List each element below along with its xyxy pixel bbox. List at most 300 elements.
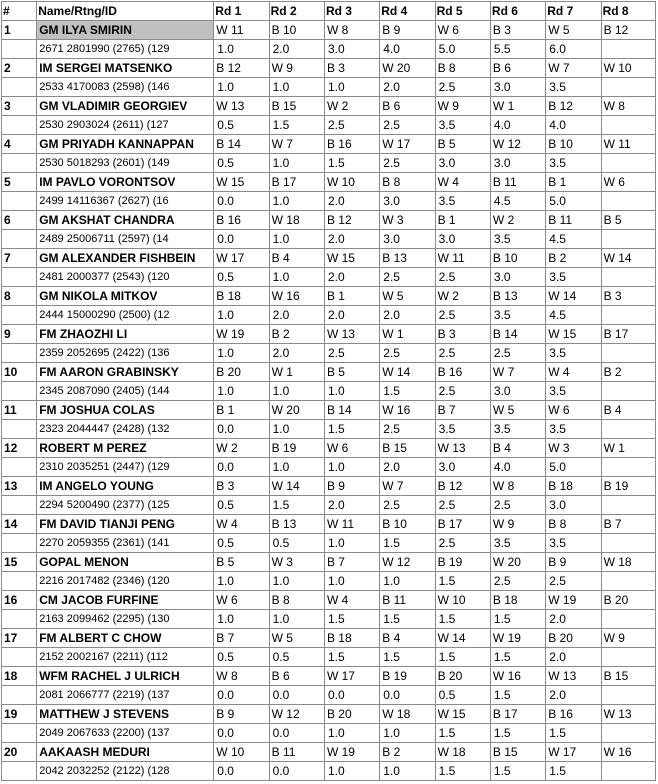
player-row[interactable] xyxy=(2,591,656,610)
player-name[interactable]: GM PRIYADH KANNAPPAN xyxy=(37,135,214,154)
cumulative-score-cell[interactable] xyxy=(601,534,655,553)
player-row[interactable] xyxy=(2,363,656,382)
cumulative-score-cell[interactable]: 3.5 xyxy=(490,230,545,249)
round-result-cell[interactable]: B 13 xyxy=(380,249,435,268)
round-result-cell[interactable]: B 15 xyxy=(601,667,655,686)
round-result-cell[interactable]: B 18 xyxy=(490,591,545,610)
cumulative-score-cell[interactable]: 4.0 xyxy=(490,116,545,135)
round-result-cell[interactable]: B 20 xyxy=(546,629,601,648)
round-result-cell[interactable]: B 15 xyxy=(380,439,435,458)
player-sub-num-cell[interactable] xyxy=(2,268,37,287)
round-result-cell[interactable]: W 16 xyxy=(269,287,324,306)
header-rd-5[interactable]: Rd 5 xyxy=(435,2,490,21)
round-result-cell[interactable]: W 17 xyxy=(324,667,379,686)
round-result-cell[interactable]: W 16 xyxy=(601,743,655,762)
cumulative-score-cell[interactable]: 0.0 xyxy=(269,724,324,743)
round-result-cell[interactable]: W 9 xyxy=(601,629,655,648)
cumulative-score-cell[interactable]: 0.0 xyxy=(214,230,269,249)
cumulative-score-cell[interactable]: 2.5 xyxy=(490,496,545,515)
round-result-cell[interactable]: B 5 xyxy=(435,135,490,154)
round-result-cell[interactable]: W 1 xyxy=(601,439,655,458)
header-rd-6[interactable]: Rd 6 xyxy=(490,2,545,21)
round-result-cell[interactable]: B 13 xyxy=(269,515,324,534)
cumulative-score-cell[interactable]: 1.0 xyxy=(269,154,324,173)
player-sub-row[interactable] xyxy=(2,420,656,439)
round-result-cell[interactable]: W 6 xyxy=(601,173,655,192)
player-row[interactable] xyxy=(2,553,656,572)
cumulative-score-cell[interactable] xyxy=(601,686,655,705)
round-result-cell[interactable]: B 4 xyxy=(380,629,435,648)
player-row[interactable] xyxy=(2,325,656,344)
round-result-cell[interactable]: B 18 xyxy=(324,629,379,648)
player-sub-num-cell[interactable] xyxy=(2,40,37,59)
player-row[interactable] xyxy=(2,667,656,686)
round-result-cell[interactable]: W 3 xyxy=(269,553,324,572)
cumulative-score-cell[interactable]: 3.0 xyxy=(435,154,490,173)
player-rating-info[interactable]: 2323 2044447 (2428) (132 xyxy=(37,420,214,439)
round-result-cell[interactable]: B 19 xyxy=(435,553,490,572)
player-sub-num-cell[interactable] xyxy=(2,344,37,363)
round-result-cell[interactable]: W 12 xyxy=(380,553,435,572)
player-sub-row[interactable] xyxy=(2,268,656,287)
player-rating-info[interactable]: 2530 2903024 (2611) (127 xyxy=(37,116,214,135)
cumulative-score-cell[interactable]: 3.0 xyxy=(324,40,379,59)
cumulative-score-cell[interactable]: 3.5 xyxy=(490,306,545,325)
cumulative-score-cell[interactable]: 1.5 xyxy=(490,648,545,667)
cumulative-score-cell[interactable]: 1.5 xyxy=(269,116,324,135)
cumulative-score-cell[interactable]: 1.5 xyxy=(380,382,435,401)
cumulative-score-cell[interactable]: 3.5 xyxy=(546,268,601,287)
round-result-cell[interactable]: W 6 xyxy=(324,439,379,458)
cumulative-score-cell[interactable]: 6.0 xyxy=(546,40,601,59)
player-name[interactable]: GOPAL MENON xyxy=(37,553,214,572)
player-rating-info[interactable]: 2310 2035251 (2447) (129 xyxy=(37,458,214,477)
cumulative-score-cell[interactable] xyxy=(601,78,655,97)
cumulative-score-cell[interactable]: 5.0 xyxy=(546,192,601,211)
cumulative-score-cell[interactable]: 0.5 xyxy=(214,116,269,135)
header-rd-2[interactable]: Rd 2 xyxy=(269,2,324,21)
round-result-cell[interactable]: B 12 xyxy=(214,59,269,78)
cumulative-score-cell[interactable]: 0.0 xyxy=(214,192,269,211)
player-rank[interactable]: 9 xyxy=(2,325,37,344)
cumulative-score-cell[interactable]: 2.5 xyxy=(324,116,379,135)
cumulative-score-cell[interactable]: 0.5 xyxy=(214,154,269,173)
cumulative-score-cell[interactable]: 2.5 xyxy=(435,78,490,97)
player-rating-info[interactable]: 2270 2059355 (2361) (141 xyxy=(37,534,214,553)
player-rating-info[interactable]: 2294 5200490 (2377) (125 xyxy=(37,496,214,515)
player-sub-num-cell[interactable] xyxy=(2,420,37,439)
round-result-cell[interactable]: B 1 xyxy=(324,287,379,306)
round-result-cell[interactable]: W 13 xyxy=(546,667,601,686)
round-result-cell[interactable]: B 10 xyxy=(490,249,545,268)
cumulative-score-cell[interactable] xyxy=(601,154,655,173)
player-sub-num-cell[interactable] xyxy=(2,116,37,135)
round-result-cell[interactable]: W 10 xyxy=(324,173,379,192)
cumulative-score-cell[interactable]: 1.5 xyxy=(490,686,545,705)
header-name[interactable]: Name/Rtng/ID xyxy=(37,2,214,21)
round-result-cell[interactable]: W 5 xyxy=(269,629,324,648)
cumulative-score-cell[interactable]: 0.5 xyxy=(214,648,269,667)
round-result-cell[interactable]: B 18 xyxy=(214,287,269,306)
round-result-cell[interactable]: W 18 xyxy=(269,211,324,230)
cumulative-score-cell[interactable]: 2.0 xyxy=(380,78,435,97)
cumulative-score-cell[interactable]: 1.0 xyxy=(269,420,324,439)
cumulative-score-cell[interactable]: 3.5 xyxy=(546,420,601,439)
player-sub-num-cell[interactable] xyxy=(2,686,37,705)
round-result-cell[interactable]: B 16 xyxy=(546,705,601,724)
player-name[interactable]: IM SERGEI MATSENKO xyxy=(37,59,214,78)
round-result-cell[interactable]: W 6 xyxy=(214,591,269,610)
player-sub-num-cell[interactable] xyxy=(2,78,37,97)
round-result-cell[interactable]: W 20 xyxy=(490,553,545,572)
round-result-cell[interactable]: B 13 xyxy=(490,287,545,306)
cumulative-score-cell[interactable]: 3.0 xyxy=(435,230,490,249)
player-sub-num-cell[interactable] xyxy=(2,648,37,667)
cumulative-score-cell[interactable]: 1.5 xyxy=(490,724,545,743)
player-rating-info[interactable]: 2216 2017482 (2346) (120 xyxy=(37,572,214,591)
cumulative-score-cell[interactable]: 1.5 xyxy=(324,648,379,667)
cumulative-score-cell[interactable]: 2.0 xyxy=(546,686,601,705)
player-sub-row[interactable] xyxy=(2,192,656,211)
cumulative-score-cell[interactable]: 1.5 xyxy=(490,762,545,781)
cumulative-score-cell[interactable]: 4.0 xyxy=(380,40,435,59)
round-result-cell[interactable]: B 4 xyxy=(601,401,655,420)
cumulative-score-cell[interactable]: 1.5 xyxy=(435,610,490,629)
player-rank[interactable]: 14 xyxy=(2,515,37,534)
round-result-cell[interactable]: W 8 xyxy=(601,97,655,116)
player-rank[interactable]: 12 xyxy=(2,439,37,458)
round-result-cell[interactable]: B 1 xyxy=(546,173,601,192)
cumulative-score-cell[interactable]: 4.5 xyxy=(490,192,545,211)
round-result-cell[interactable]: W 11 xyxy=(324,515,379,534)
round-result-cell[interactable]: B 12 xyxy=(601,21,655,40)
player-name[interactable]: ROBERT M PEREZ xyxy=(37,439,214,458)
round-result-cell[interactable]: W 19 xyxy=(546,591,601,610)
round-result-cell[interactable]: B 5 xyxy=(214,553,269,572)
round-result-cell[interactable]: W 11 xyxy=(601,135,655,154)
cumulative-score-cell[interactable]: 1.0 xyxy=(214,78,269,97)
player-sub-row[interactable] xyxy=(2,724,656,743)
player-rank[interactable]: 18 xyxy=(2,667,37,686)
player-sub-row[interactable] xyxy=(2,648,656,667)
round-result-cell[interactable]: B 20 xyxy=(214,363,269,382)
cumulative-score-cell[interactable]: 2.0 xyxy=(324,306,379,325)
round-result-cell[interactable]: W 13 xyxy=(601,705,655,724)
round-result-cell[interactable]: B 7 xyxy=(324,553,379,572)
round-result-cell[interactable]: W 3 xyxy=(546,439,601,458)
cumulative-score-cell[interactable]: 1.5 xyxy=(490,610,545,629)
round-result-cell[interactable]: W 5 xyxy=(380,287,435,306)
round-result-cell[interactable]: B 17 xyxy=(435,515,490,534)
player-rating-info[interactable]: 2163 2099462 (2295) (130 xyxy=(37,610,214,629)
header-rd-4[interactable]: Rd 4 xyxy=(380,2,435,21)
player-name[interactable]: CM JACOB FURFINE xyxy=(37,591,214,610)
cumulative-score-cell[interactable]: 1.0 xyxy=(324,382,379,401)
round-result-cell[interactable]: B 20 xyxy=(435,667,490,686)
cumulative-score-cell[interactable]: 1.0 xyxy=(214,572,269,591)
round-result-cell[interactable]: W 1 xyxy=(380,325,435,344)
player-rating-info[interactable]: 2152 2002167 (2211) (112 xyxy=(37,648,214,667)
round-result-cell[interactable]: B 9 xyxy=(214,705,269,724)
player-sub-num-cell[interactable] xyxy=(2,306,37,325)
round-result-cell[interactable]: W 1 xyxy=(269,363,324,382)
cumulative-score-cell[interactable]: 3.0 xyxy=(380,230,435,249)
cumulative-score-cell[interactable]: 0.0 xyxy=(214,420,269,439)
round-result-cell[interactable]: W 12 xyxy=(269,705,324,724)
cumulative-score-cell[interactable]: 2.5 xyxy=(435,496,490,515)
cumulative-score-cell[interactable]: 1.5 xyxy=(380,534,435,553)
cumulative-score-cell[interactable] xyxy=(601,382,655,401)
round-result-cell[interactable]: W 19 xyxy=(490,629,545,648)
round-result-cell[interactable]: W 14 xyxy=(269,477,324,496)
cumulative-score-cell[interactable] xyxy=(601,458,655,477)
cumulative-score-cell[interactable]: 3.5 xyxy=(435,420,490,439)
round-result-cell[interactable]: W 8 xyxy=(214,667,269,686)
cumulative-score-cell[interactable]: 4.0 xyxy=(490,458,545,477)
cumulative-score-cell[interactable]: 4.5 xyxy=(546,230,601,249)
cumulative-score-cell[interactable]: 2.5 xyxy=(380,116,435,135)
cumulative-score-cell[interactable]: 1.0 xyxy=(269,458,324,477)
round-result-cell[interactable]: B 2 xyxy=(601,363,655,382)
round-result-cell[interactable]: B 10 xyxy=(269,21,324,40)
cumulative-score-cell[interactable]: 3.0 xyxy=(490,154,545,173)
player-name[interactable]: IM ANGELO YOUNG xyxy=(37,477,214,496)
player-name[interactable]: GM VLADIMIR GEORGIEV xyxy=(37,97,214,116)
round-result-cell[interactable]: B 20 xyxy=(324,705,379,724)
cumulative-score-cell[interactable]: 2.5 xyxy=(380,154,435,173)
round-result-cell[interactable]: B 12 xyxy=(435,477,490,496)
round-result-cell[interactable]: B 8 xyxy=(435,59,490,78)
cumulative-score-cell[interactable]: 1.0 xyxy=(324,78,379,97)
cumulative-score-cell[interactable]: 1.5 xyxy=(380,648,435,667)
round-result-cell[interactable]: B 11 xyxy=(546,211,601,230)
player-sub-num-cell[interactable] xyxy=(2,382,37,401)
round-result-cell[interactable]: B 9 xyxy=(380,21,435,40)
cumulative-score-cell[interactable]: 2.0 xyxy=(380,458,435,477)
cumulative-score-cell[interactable] xyxy=(601,724,655,743)
round-result-cell[interactable]: W 10 xyxy=(214,743,269,762)
round-result-cell[interactable]: B 1 xyxy=(214,401,269,420)
cumulative-score-cell[interactable]: 2.0 xyxy=(324,268,379,287)
cumulative-score-cell[interactable]: 2.5 xyxy=(435,268,490,287)
cumulative-score-cell[interactable]: 1.5 xyxy=(435,648,490,667)
player-row[interactable] xyxy=(2,743,656,762)
round-result-cell[interactable]: B 11 xyxy=(269,743,324,762)
round-result-cell[interactable]: W 4 xyxy=(214,515,269,534)
round-result-cell[interactable]: W 17 xyxy=(380,135,435,154)
round-result-cell[interactable]: B 8 xyxy=(380,173,435,192)
round-result-cell[interactable]: B 9 xyxy=(324,477,379,496)
cumulative-score-cell[interactable]: 3.5 xyxy=(490,534,545,553)
player-row[interactable] xyxy=(2,97,656,116)
cumulative-score-cell[interactable]: 3.0 xyxy=(435,458,490,477)
player-sub-row[interactable] xyxy=(2,458,656,477)
round-result-cell[interactable]: W 4 xyxy=(435,173,490,192)
round-result-cell[interactable]: B 19 xyxy=(269,439,324,458)
round-result-cell[interactable]: W 6 xyxy=(435,21,490,40)
round-result-cell[interactable]: B 3 xyxy=(435,325,490,344)
cumulative-score-cell[interactable]: 1.0 xyxy=(324,534,379,553)
cumulative-score-cell[interactable]: 2.5 xyxy=(435,306,490,325)
cumulative-score-cell[interactable]: 1.0 xyxy=(380,724,435,743)
round-result-cell[interactable]: B 3 xyxy=(214,477,269,496)
cumulative-score-cell[interactable]: 3.5 xyxy=(435,192,490,211)
player-sub-num-cell[interactable] xyxy=(2,724,37,743)
round-result-cell[interactable]: B 5 xyxy=(601,211,655,230)
round-result-cell[interactable]: W 7 xyxy=(546,59,601,78)
cumulative-score-cell[interactable]: 2.5 xyxy=(324,344,379,363)
cumulative-score-cell[interactable]: 1.0 xyxy=(324,762,379,781)
round-result-cell[interactable]: B 17 xyxy=(269,173,324,192)
round-result-cell[interactable]: B 19 xyxy=(601,477,655,496)
round-result-cell[interactable]: W 13 xyxy=(324,325,379,344)
cumulative-score-cell[interactable]: 3.5 xyxy=(546,154,601,173)
cumulative-score-cell[interactable]: 1.0 xyxy=(269,230,324,249)
player-rating-info[interactable]: 2489 25006711 (2597) (14 xyxy=(37,230,214,249)
cumulative-score-cell[interactable]: 4.5 xyxy=(546,306,601,325)
player-row[interactable] xyxy=(2,401,656,420)
round-result-cell[interactable]: W 18 xyxy=(435,743,490,762)
player-name[interactable]: GM ALEXANDER FISHBEIN xyxy=(37,249,214,268)
round-result-cell[interactable]: B 15 xyxy=(269,97,324,116)
round-result-cell[interactable]: B 10 xyxy=(380,515,435,534)
player-row[interactable] xyxy=(2,439,656,458)
round-result-cell[interactable]: W 15 xyxy=(214,173,269,192)
cumulative-score-cell[interactable]: 1.5 xyxy=(324,154,379,173)
cumulative-score-cell[interactable]: 0.0 xyxy=(380,686,435,705)
cumulative-score-cell[interactable]: 0.0 xyxy=(269,686,324,705)
player-sub-row[interactable] xyxy=(2,230,656,249)
cumulative-score-cell[interactable]: 1.5 xyxy=(546,762,601,781)
cumulative-score-cell[interactable]: 3.0 xyxy=(380,192,435,211)
cumulative-score-cell[interactable]: 1.0 xyxy=(269,192,324,211)
cumulative-score-cell[interactable]: 3.0 xyxy=(546,496,601,515)
round-result-cell[interactable]: W 18 xyxy=(601,553,655,572)
cumulative-score-cell[interactable]: 3.5 xyxy=(490,420,545,439)
cumulative-score-cell[interactable]: 0.5 xyxy=(269,534,324,553)
player-rank[interactable]: 15 xyxy=(2,553,37,572)
round-result-cell[interactable]: B 7 xyxy=(214,629,269,648)
cumulative-score-cell[interactable]: 0.5 xyxy=(435,686,490,705)
player-sub-row[interactable] xyxy=(2,534,656,553)
cumulative-score-cell[interactable]: 0.0 xyxy=(214,762,269,781)
cumulative-score-cell[interactable]: 1.0 xyxy=(324,724,379,743)
round-result-cell[interactable]: W 18 xyxy=(380,705,435,724)
round-result-cell[interactable]: W 16 xyxy=(380,401,435,420)
player-sub-row[interactable] xyxy=(2,78,656,97)
player-row[interactable] xyxy=(2,515,656,534)
player-rank[interactable]: 17 xyxy=(2,629,37,648)
cumulative-score-cell[interactable] xyxy=(601,610,655,629)
round-result-cell[interactable]: W 7 xyxy=(490,363,545,382)
player-rating-info[interactable]: 2042 2032252 (2122) (128 xyxy=(37,762,214,781)
cumulative-score-cell[interactable]: 3.0 xyxy=(490,382,545,401)
cumulative-score-cell[interactable]: 2.5 xyxy=(435,534,490,553)
round-result-cell[interactable]: B 3 xyxy=(324,59,379,78)
cumulative-score-cell[interactable]: 2.0 xyxy=(546,648,601,667)
cumulative-score-cell[interactable]: 1.5 xyxy=(435,762,490,781)
round-result-cell[interactable]: B 20 xyxy=(601,591,655,610)
cumulative-score-cell[interactable]: 1.0 xyxy=(380,572,435,591)
cumulative-score-cell[interactable]: 0.5 xyxy=(214,534,269,553)
round-result-cell[interactable]: W 11 xyxy=(214,21,269,40)
player-sub-num-cell[interactable] xyxy=(2,154,37,173)
round-result-cell[interactable]: W 10 xyxy=(435,591,490,610)
round-result-cell[interactable]: W 6 xyxy=(546,401,601,420)
player-sub-row[interactable] xyxy=(2,306,656,325)
cumulative-score-cell[interactable] xyxy=(601,762,655,781)
cumulative-score-cell[interactable]: 1.5 xyxy=(380,610,435,629)
cumulative-score-cell[interactable] xyxy=(601,230,655,249)
round-result-cell[interactable]: W 20 xyxy=(380,59,435,78)
round-result-cell[interactable]: B 6 xyxy=(269,667,324,686)
player-row[interactable] xyxy=(2,211,656,230)
round-result-cell[interactable]: B 18 xyxy=(546,477,601,496)
player-rank[interactable]: 7 xyxy=(2,249,37,268)
cumulative-score-cell[interactable]: 3.5 xyxy=(435,116,490,135)
player-row[interactable] xyxy=(2,249,656,268)
cumulative-score-cell[interactable]: 0.0 xyxy=(214,458,269,477)
cumulative-score-cell[interactable]: 5.5 xyxy=(490,40,545,59)
round-result-cell[interactable]: W 3 xyxy=(380,211,435,230)
player-sub-row[interactable] xyxy=(2,40,656,59)
round-result-cell[interactable]: B 17 xyxy=(601,325,655,344)
player-rating-info[interactable]: 2081 2066777 (2219) (137 xyxy=(37,686,214,705)
cumulative-score-cell[interactable] xyxy=(601,268,655,287)
round-result-cell[interactable]: W 4 xyxy=(546,363,601,382)
cumulative-score-cell[interactable]: 1.0 xyxy=(214,382,269,401)
round-result-cell[interactable]: W 11 xyxy=(435,249,490,268)
round-result-cell[interactable]: B 17 xyxy=(490,705,545,724)
player-rank[interactable]: 8 xyxy=(2,287,37,306)
round-result-cell[interactable]: B 8 xyxy=(269,591,324,610)
player-rank[interactable]: 4 xyxy=(2,135,37,154)
player-name[interactable]: GM AKSHAT CHANDRA xyxy=(37,211,214,230)
round-result-cell[interactable]: W 16 xyxy=(490,667,545,686)
player-rating-info[interactable]: 2359 2052695 (2422) (136 xyxy=(37,344,214,363)
cumulative-score-cell[interactable]: 1.0 xyxy=(324,572,379,591)
player-rank[interactable]: 6 xyxy=(2,211,37,230)
cumulative-score-cell[interactable]: 2.5 xyxy=(380,496,435,515)
round-result-cell[interactable]: B 1 xyxy=(435,211,490,230)
player-sub-num-cell[interactable] xyxy=(2,230,37,249)
round-result-cell[interactable]: W 15 xyxy=(546,325,601,344)
player-row[interactable] xyxy=(2,629,656,648)
round-result-cell[interactable]: W 9 xyxy=(490,515,545,534)
cumulative-score-cell[interactable] xyxy=(601,40,655,59)
cumulative-score-cell[interactable]: 4.0 xyxy=(546,116,601,135)
player-rank[interactable]: 19 xyxy=(2,705,37,724)
round-result-cell[interactable]: W 17 xyxy=(546,743,601,762)
cumulative-score-cell[interactable]: 2.5 xyxy=(380,268,435,287)
player-rating-info[interactable]: 2481 2000377 (2543) (120 xyxy=(37,268,214,287)
player-rank[interactable]: 3 xyxy=(2,97,37,116)
player-name[interactable]: FM JOSHUA COLAS xyxy=(37,401,214,420)
player-name[interactable]: FM AARON GRABINSKY xyxy=(37,363,214,382)
round-result-cell[interactable]: B 6 xyxy=(380,97,435,116)
cumulative-score-cell[interactable]: 1.5 xyxy=(435,724,490,743)
round-result-cell[interactable]: B 16 xyxy=(214,211,269,230)
round-result-cell[interactable]: W 13 xyxy=(435,439,490,458)
round-result-cell[interactable]: B 6 xyxy=(490,59,545,78)
round-result-cell[interactable]: B 16 xyxy=(324,135,379,154)
player-sub-num-cell[interactable] xyxy=(2,192,37,211)
cumulative-score-cell[interactable]: 0.5 xyxy=(214,496,269,515)
player-rank[interactable]: 11 xyxy=(2,401,37,420)
round-result-cell[interactable]: W 19 xyxy=(324,743,379,762)
cumulative-score-cell[interactable]: 2.0 xyxy=(269,306,324,325)
header-rd-3[interactable]: Rd 3 xyxy=(324,2,379,21)
